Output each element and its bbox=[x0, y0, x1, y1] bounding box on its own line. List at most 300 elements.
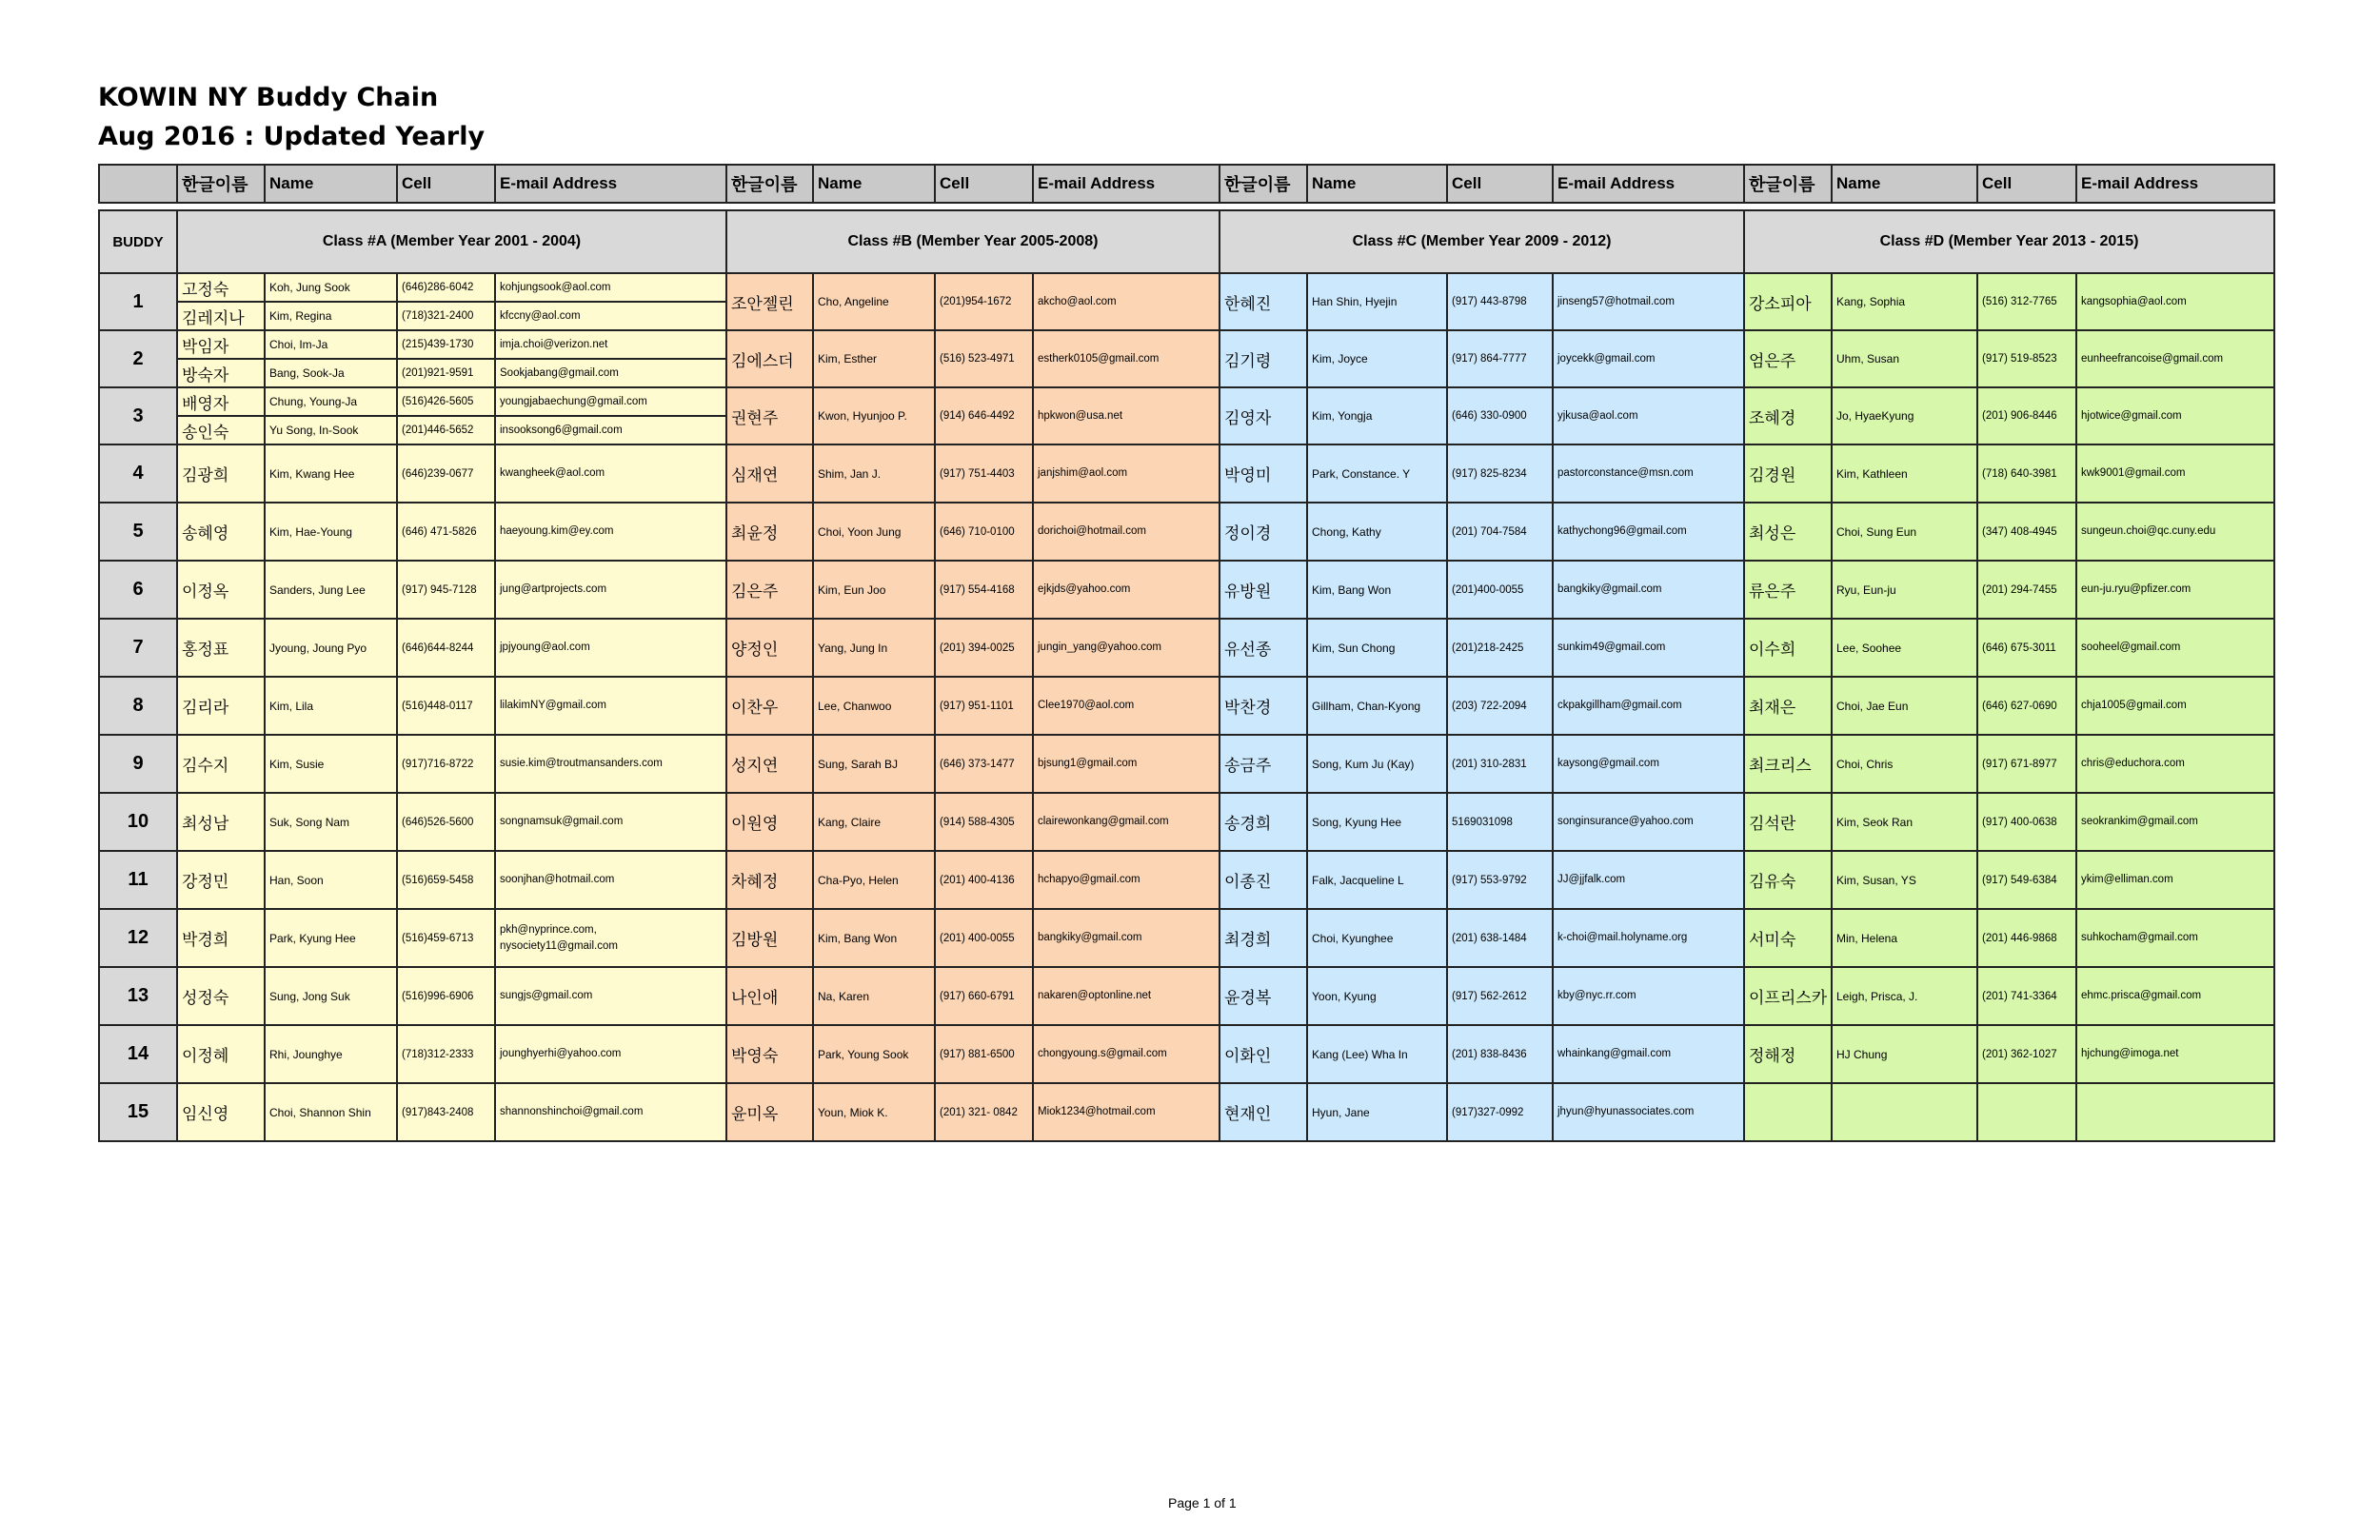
header-name-d: Name bbox=[1832, 165, 1977, 203]
class-a-korean-name: 김광희 bbox=[177, 444, 265, 503]
class-a-name: Kim, Lila bbox=[265, 677, 397, 735]
class-d-korean-name: 조혜경 bbox=[1744, 387, 1832, 444]
class-b-name: Kwon, Hyunjoo P. bbox=[813, 387, 935, 444]
class-c-email: jinseng57@hotmail.com bbox=[1553, 273, 1744, 330]
buddy-number: 10 bbox=[99, 793, 177, 851]
class-d-email: hjotwice@gmail.com bbox=[2076, 387, 2274, 444]
class-a-korean-name: 박임자 bbox=[177, 330, 265, 359]
class-a-korean-name: 배영자 bbox=[177, 387, 265, 416]
header-blank bbox=[99, 165, 177, 203]
class-c-name: Song, Kum Ju (Kay) bbox=[1307, 735, 1447, 793]
class-c-cell: 5169031098 bbox=[1447, 793, 1553, 851]
class-d-email: ykim@elliman.com bbox=[2076, 851, 2274, 909]
header-korean-a: 한글이름 bbox=[177, 165, 265, 203]
class-d-cell: (201) 741-3364 bbox=[1977, 967, 2076, 1025]
class-b-cell: (201) 321- 0842 bbox=[935, 1083, 1033, 1141]
class-b-korean-name: 최윤정 bbox=[726, 503, 813, 561]
class-a-cell: (215)439-1730 bbox=[397, 330, 495, 359]
class-c-email: k-choi@mail.holyname.org bbox=[1553, 909, 1744, 967]
class-a-cell: (917) 945-7128 bbox=[397, 561, 495, 619]
class-b-email: estherk0105@gmail.com bbox=[1033, 330, 1220, 387]
class-a-cell: (516)459-6713 bbox=[397, 909, 495, 967]
class-c-korean-name: 유선종 bbox=[1220, 619, 1307, 677]
class-a-cell: (646) 471-5826 bbox=[397, 503, 495, 561]
class-a-korean-name: 방숙자 bbox=[177, 359, 265, 387]
class-d-email: chja1005@gmail.com bbox=[2076, 677, 2274, 735]
buddy-number: 8 bbox=[99, 677, 177, 735]
class-b-name: Choi, Yoon Jung bbox=[813, 503, 935, 561]
class-d-cell: (917) 671-8977 bbox=[1977, 735, 2076, 793]
buddy-number: 9 bbox=[99, 735, 177, 793]
class-a-email: imja.choi@verizon.net bbox=[495, 330, 726, 359]
class-b-cell: (201) 394-0025 bbox=[935, 619, 1033, 677]
class-a-korean-name: 송인숙 bbox=[177, 416, 265, 444]
class-b-cell: (201) 400-4136 bbox=[935, 851, 1033, 909]
class-a-korean-name: 이정옥 bbox=[177, 561, 265, 619]
class-a-email: kwangheek@aol.com bbox=[495, 444, 726, 503]
class-d-name: HJ Chung bbox=[1832, 1025, 1977, 1083]
class-a-email: soonjhan@hotmail.com bbox=[495, 851, 726, 909]
table-row bbox=[99, 735, 2274, 793]
class-a-korean-name: 강정민 bbox=[177, 851, 265, 909]
class-b-name: Cho, Angeline bbox=[813, 273, 935, 330]
class-a-korean-name: 고정숙 bbox=[177, 273, 265, 302]
class-c-korean-name: 최경희 bbox=[1220, 909, 1307, 967]
class-d-korean-name: 최재은 bbox=[1744, 677, 1832, 735]
class-d-cell: (347) 408-4945 bbox=[1977, 503, 2076, 561]
class-a-name: Bang, Sook-Ja bbox=[265, 359, 397, 387]
class-b-email: janjshim@aol.com bbox=[1033, 444, 1220, 503]
class-c-email: JJ@jjfalk.com bbox=[1553, 851, 1744, 909]
class-a-email: songnamsuk@gmail.com bbox=[495, 793, 726, 851]
header-cell-a: Cell bbox=[397, 165, 495, 203]
class-d-korean-name: 이프리스카 bbox=[1744, 967, 1832, 1025]
buddy-number: 6 bbox=[99, 561, 177, 619]
class-a-name: Kim, Regina bbox=[265, 302, 397, 330]
class-d-cell: (201) 906-8446 bbox=[1977, 387, 2076, 444]
class-b-korean-name: 이찬우 bbox=[726, 677, 813, 735]
class-b-name: Cha-Pyo, Helen bbox=[813, 851, 935, 909]
class-d-email: hjchung@imoga.net bbox=[2076, 1025, 2274, 1083]
class-b-name: Park, Young Sook bbox=[813, 1025, 935, 1083]
class-a-email: kohjungsook@aol.com bbox=[495, 273, 726, 302]
buddy-number: 12 bbox=[99, 909, 177, 967]
class-b-korean-name: 성지연 bbox=[726, 735, 813, 793]
document-title bbox=[98, 78, 485, 156]
header-email-b: E-mail Address bbox=[1033, 165, 1220, 203]
class-c-cell: (201)218-2425 bbox=[1447, 619, 1553, 677]
class-c-korean-name: 이종진 bbox=[1220, 851, 1307, 909]
class-c-email: kby@nyc.rr.com bbox=[1553, 967, 1744, 1025]
class-a-email: kfccny@aol.com bbox=[495, 302, 726, 330]
class-b-korean-name: 나인애 bbox=[726, 967, 813, 1025]
class-d-cell: (917) 549-6384 bbox=[1977, 851, 2076, 909]
class-a-name: Rhi, Jounghye bbox=[265, 1025, 397, 1083]
class-b-name: Lee, Chanwoo bbox=[813, 677, 935, 735]
class-b-korean-name: 차혜정 bbox=[726, 851, 813, 909]
class-d-korean-name: 김경원 bbox=[1744, 444, 1832, 503]
class-d-email: chris@educhora.com bbox=[2076, 735, 2274, 793]
header-name-b: Name bbox=[813, 165, 935, 203]
class-d-cell: (917) 400-0638 bbox=[1977, 793, 2076, 851]
class-c-email: joycekk@gmail.com bbox=[1553, 330, 1744, 387]
class-b-cell: (917) 660-6791 bbox=[935, 967, 1033, 1025]
class-d-name: Kim, Seok Ran bbox=[1832, 793, 1977, 851]
class-b-cell: (914) 588-4305 bbox=[935, 793, 1033, 851]
class-c-name: Han Shin, Hyejin bbox=[1307, 273, 1447, 330]
class-d-cell: (917) 519-8523 bbox=[1977, 330, 2076, 387]
class-b-email: hchapyo@gmail.com bbox=[1033, 851, 1220, 909]
class-a-korean-name: 김레지나 bbox=[177, 302, 265, 330]
class-a-email: shannonshinchoi@gmail.com bbox=[495, 1083, 726, 1141]
class-a-cell: (718)321-2400 bbox=[397, 302, 495, 330]
buddy-number: 4 bbox=[99, 444, 177, 503]
buddy-number: 11 bbox=[99, 851, 177, 909]
class-a-header: Class #A (Member Year 2001 - 2004) bbox=[177, 210, 726, 273]
class-b-korean-name: 김은주 bbox=[726, 561, 813, 619]
class-b-korean-name: 박영숙 bbox=[726, 1025, 813, 1083]
class-c-korean-name: 박영미 bbox=[1220, 444, 1307, 503]
class-c-name: Gillham, Chan-Kyong bbox=[1307, 677, 1447, 735]
class-b-name: Youn, Miok K. bbox=[813, 1083, 935, 1141]
class-d-korean-name: 김석란 bbox=[1744, 793, 1832, 851]
class-d-korean-name: 이수희 bbox=[1744, 619, 1832, 677]
buddy-chain-table bbox=[98, 164, 2275, 1142]
class-c-korean-name: 정이경 bbox=[1220, 503, 1307, 561]
class-a-email-line-2: nysociety11@gmail.com bbox=[500, 939, 618, 952]
class-d-korean-name bbox=[1744, 1083, 1832, 1141]
table-row bbox=[99, 677, 2274, 735]
class-b-korean-name: 권현주 bbox=[726, 387, 813, 444]
class-c-email: kaysong@gmail.com bbox=[1553, 735, 1744, 793]
class-b-name: Kim, Bang Won bbox=[813, 909, 935, 967]
class-c-email: sunkim49@gmail.com bbox=[1553, 619, 1744, 677]
header-korean-b: 한글이름 bbox=[726, 165, 813, 203]
class-a-email: jung@artprojects.com bbox=[495, 561, 726, 619]
class-c-cell: (917) 864-7777 bbox=[1447, 330, 1553, 387]
class-b-cell: (201) 400-0055 bbox=[935, 909, 1033, 967]
class-b-cell: (646) 373-1477 bbox=[935, 735, 1033, 793]
table-row bbox=[99, 444, 2274, 503]
class-a-name: Yu Song, In-Sook bbox=[265, 416, 397, 444]
class-c-email: ckpakgillham@gmail.com bbox=[1553, 677, 1744, 735]
page-footer: Page 1 of 1 bbox=[1168, 1495, 1237, 1510]
class-b-email: Clee1970@aol.com bbox=[1033, 677, 1220, 735]
class-b-name: Sung, Sarah BJ bbox=[813, 735, 935, 793]
table-row bbox=[99, 1083, 2274, 1141]
class-b-header: Class #B (Member Year 2005-2008) bbox=[726, 210, 1220, 273]
class-b-email: Miok1234@hotmail.com bbox=[1033, 1083, 1220, 1141]
header-korean-d: 한글이름 bbox=[1744, 165, 1832, 203]
class-d-header: Class #D (Member Year 2013 - 2015) bbox=[1744, 210, 2274, 273]
class-b-email: chongyoung.s@gmail.com bbox=[1033, 1025, 1220, 1083]
class-c-email: bangkiky@gmail.com bbox=[1553, 561, 1744, 619]
class-b-korean-name: 이원영 bbox=[726, 793, 813, 851]
class-b-korean-name: 조안젤린 bbox=[726, 273, 813, 330]
class-c-name: Chong, Kathy bbox=[1307, 503, 1447, 561]
buddy-number: 7 bbox=[99, 619, 177, 677]
class-d-cell: (718) 640-3981 bbox=[1977, 444, 2076, 503]
class-d-korean-name: 강소피아 bbox=[1744, 273, 1832, 330]
class-a-cell: (516)448-0117 bbox=[397, 677, 495, 735]
class-c-cell: (917) 825-8234 bbox=[1447, 444, 1553, 503]
title-line-1: KOWIN NY Buddy Chain bbox=[98, 83, 439, 112]
class-c-cell: (917) 553-9792 bbox=[1447, 851, 1553, 909]
class-b-cell: (201)954-1672 bbox=[935, 273, 1033, 330]
class-b-name: Kim, Esther bbox=[813, 330, 935, 387]
class-d-name: Lee, Soohee bbox=[1832, 619, 1977, 677]
class-d-email: eun-ju.ryu@pfizer.com bbox=[2076, 561, 2274, 619]
class-c-name: Yoon, Kyung bbox=[1307, 967, 1447, 1025]
class-c-korean-name: 김기령 bbox=[1220, 330, 1307, 387]
class-header-row bbox=[99, 210, 2274, 273]
class-a-email: jpjyoung@aol.com bbox=[495, 619, 726, 677]
class-a-cell: (646)644-8244 bbox=[397, 619, 495, 677]
class-c-korean-name: 송금주 bbox=[1220, 735, 1307, 793]
class-d-name: Kim, Kathleen bbox=[1832, 444, 1977, 503]
class-d-cell: (201) 362-1027 bbox=[1977, 1025, 2076, 1083]
class-a-name: Kim, Susie bbox=[265, 735, 397, 793]
class-b-cell: (914) 646-4492 bbox=[935, 387, 1033, 444]
class-a-cell: (201)446-5652 bbox=[397, 416, 495, 444]
class-a-cell: (516)426-5605 bbox=[397, 387, 495, 416]
class-d-name: Leigh, Prisca, J. bbox=[1832, 967, 1977, 1025]
class-c-cell: (646) 330-0900 bbox=[1447, 387, 1553, 444]
class-a-korean-name: 김수지 bbox=[177, 735, 265, 793]
class-c-cell: (917)327-0992 bbox=[1447, 1083, 1553, 1141]
class-b-name: Shim, Jan J. bbox=[813, 444, 935, 503]
class-c-korean-name: 윤경복 bbox=[1220, 967, 1307, 1025]
class-d-name: Kang, Sophia bbox=[1832, 273, 1977, 330]
title-line-2: Aug 2016 : Updated Yearly bbox=[98, 122, 486, 151]
class-c-email: kathychong96@gmail.com bbox=[1553, 503, 1744, 561]
buddy-number: 5 bbox=[99, 503, 177, 561]
table-row bbox=[99, 619, 2274, 677]
class-d-korean-name: 김유숙 bbox=[1744, 851, 1832, 909]
class-a-email bbox=[495, 909, 726, 967]
class-c-name: Hyun, Jane bbox=[1307, 1083, 1447, 1141]
column-header-row bbox=[99, 165, 2274, 203]
class-c-name: Song, Kyung Hee bbox=[1307, 793, 1447, 851]
class-a-korean-name: 최성남 bbox=[177, 793, 265, 851]
class-c-email: whainkang@gmail.com bbox=[1553, 1025, 1744, 1083]
class-d-cell: (646) 675-3011 bbox=[1977, 619, 2076, 677]
buddy-number: 1 bbox=[99, 273, 177, 330]
class-a-korean-name: 이정혜 bbox=[177, 1025, 265, 1083]
class-c-name: Kim, Bang Won bbox=[1307, 561, 1447, 619]
class-d-korean-name: 최성은 bbox=[1744, 503, 1832, 561]
class-a-email-line-1: pkh@nyprince.com, bbox=[500, 923, 597, 936]
class-b-email: clairewonkang@gmail.com bbox=[1033, 793, 1220, 851]
class-a-name: Chung, Young-Ja bbox=[265, 387, 397, 416]
class-b-email: ejkjds@yahoo.com bbox=[1033, 561, 1220, 619]
class-c-name: Kim, Joyce bbox=[1307, 330, 1447, 387]
class-d-email: eunheefrancoise@gmail.com bbox=[2076, 330, 2274, 387]
class-d-cell bbox=[1977, 1083, 2076, 1141]
class-b-cell: (917) 881-6500 bbox=[935, 1025, 1033, 1083]
header-name-a: Name bbox=[265, 165, 397, 203]
class-d-cell: (646) 627-0690 bbox=[1977, 677, 2076, 735]
class-c-cell: (201) 704-7584 bbox=[1447, 503, 1553, 561]
class-a-name: Choi, Shannon Shin bbox=[265, 1083, 397, 1141]
class-d-korean-name: 류은주 bbox=[1744, 561, 1832, 619]
class-a-cell: (646)286-6042 bbox=[397, 273, 495, 302]
class-c-email: songinsurance@yahoo.com bbox=[1553, 793, 1744, 851]
table-row bbox=[99, 503, 2274, 561]
header-email-c: E-mail Address bbox=[1553, 165, 1744, 203]
class-d-name: Kim, Susan, YS bbox=[1832, 851, 1977, 909]
class-c-name: Kim, Sun Chong bbox=[1307, 619, 1447, 677]
class-a-email: lilakimNY@gmail.com bbox=[495, 677, 726, 735]
header-email-d: E-mail Address bbox=[2076, 165, 2274, 203]
class-c-cell: (203) 722-2094 bbox=[1447, 677, 1553, 735]
class-a-name: Han, Soon bbox=[265, 851, 397, 909]
table-row bbox=[99, 561, 2274, 619]
class-d-email: sungeun.choi@qc.cuny.edu bbox=[2076, 503, 2274, 561]
class-a-cell: (201)921-9591 bbox=[397, 359, 495, 387]
class-a-cell: (646)239-0677 bbox=[397, 444, 495, 503]
class-a-email: Sookjabang@gmail.com bbox=[495, 359, 726, 387]
class-d-cell: (201) 294-7455 bbox=[1977, 561, 2076, 619]
class-a-cell: (516)996-6906 bbox=[397, 967, 495, 1025]
class-d-email: seokrankim@gmail.com bbox=[2076, 793, 2274, 851]
class-a-name: Koh, Jung Sook bbox=[265, 273, 397, 302]
class-a-name: Choi, Im-Ja bbox=[265, 330, 397, 359]
class-a-korean-name: 김리라 bbox=[177, 677, 265, 735]
class-a-cell: (646)526-5600 bbox=[397, 793, 495, 851]
class-a-korean-name: 송혜영 bbox=[177, 503, 265, 561]
class-b-email: bjsung1@gmail.com bbox=[1033, 735, 1220, 793]
table-row bbox=[99, 387, 2274, 416]
class-b-name: Kang, Claire bbox=[813, 793, 935, 851]
header-cell-d: Cell bbox=[1977, 165, 2076, 203]
class-d-cell: (201) 446-9868 bbox=[1977, 909, 2076, 967]
buddy-number: 15 bbox=[99, 1083, 177, 1141]
class-b-korean-name: 심재연 bbox=[726, 444, 813, 503]
class-b-cell: (917) 751-4403 bbox=[935, 444, 1033, 503]
class-d-name: Min, Helena bbox=[1832, 909, 1977, 967]
class-a-cell: (917)716-8722 bbox=[397, 735, 495, 793]
class-a-name: Jyoung, Joung Pyo bbox=[265, 619, 397, 677]
class-c-korean-name: 한혜진 bbox=[1220, 273, 1307, 330]
header-gap bbox=[99, 203, 2274, 210]
class-a-email: jounghyerhi@yahoo.com bbox=[495, 1025, 726, 1083]
class-d-name: Choi, Chris bbox=[1832, 735, 1977, 793]
class-b-email: akcho@aol.com bbox=[1033, 273, 1220, 330]
class-a-email: youngjabaechung@gmail.com bbox=[495, 387, 726, 416]
class-a-name: Sung, Jong Suk bbox=[265, 967, 397, 1025]
class-c-name: Park, Constance. Y bbox=[1307, 444, 1447, 503]
buddy-number: 13 bbox=[99, 967, 177, 1025]
class-a-email: sungjs@gmail.com bbox=[495, 967, 726, 1025]
table-row bbox=[99, 1025, 2274, 1083]
class-a-name: Park, Kyung Hee bbox=[265, 909, 397, 967]
class-b-email: jungin_yang@yahoo.com bbox=[1033, 619, 1220, 677]
class-a-korean-name: 박경희 bbox=[177, 909, 265, 967]
class-c-email: jhyun@hyunassociates.com bbox=[1553, 1083, 1744, 1141]
header-name-c: Name bbox=[1307, 165, 1447, 203]
table-row bbox=[99, 967, 2274, 1025]
class-a-name: Sanders, Jung Lee bbox=[265, 561, 397, 619]
class-c-name: Kim, Yongja bbox=[1307, 387, 1447, 444]
class-a-name: Suk, Song Nam bbox=[265, 793, 397, 851]
class-b-email: dorichoi@hotmail.com bbox=[1033, 503, 1220, 561]
buddy-number: 14 bbox=[99, 1025, 177, 1083]
class-b-name: Yang, Jung In bbox=[813, 619, 935, 677]
class-b-email: bangkiky@gmail.com bbox=[1033, 909, 1220, 967]
class-a-korean-name: 성정숙 bbox=[177, 967, 265, 1025]
class-c-header: Class #C (Member Year 2009 - 2012) bbox=[1220, 210, 1744, 273]
class-c-cell: (917) 562-2612 bbox=[1447, 967, 1553, 1025]
class-b-cell: (917) 951-1101 bbox=[935, 677, 1033, 735]
class-d-name: Ryu, Eun-ju bbox=[1832, 561, 1977, 619]
class-a-korean-name: 임신영 bbox=[177, 1083, 265, 1141]
table-row bbox=[99, 330, 2274, 359]
class-b-korean-name: 김에스더 bbox=[726, 330, 813, 387]
class-b-name: Na, Karen bbox=[813, 967, 935, 1025]
class-c-name: Falk, Jacqueline L bbox=[1307, 851, 1447, 909]
class-c-cell: (201) 310-2831 bbox=[1447, 735, 1553, 793]
class-a-cell: (718)312-2333 bbox=[397, 1025, 495, 1083]
class-c-cell: (201) 838-8436 bbox=[1447, 1025, 1553, 1083]
class-d-name: Choi, Jae Eun bbox=[1832, 677, 1977, 735]
class-b-email: hpkwon@usa.net bbox=[1033, 387, 1220, 444]
class-a-korean-name: 홍정표 bbox=[177, 619, 265, 677]
buddy-label: BUDDY bbox=[99, 210, 177, 273]
class-c-cell: (917) 443-8798 bbox=[1447, 273, 1553, 330]
class-d-name: Uhm, Susan bbox=[1832, 330, 1977, 387]
class-c-korean-name: 김영자 bbox=[1220, 387, 1307, 444]
class-d-email: suhkocham@gmail.com bbox=[2076, 909, 2274, 967]
class-b-cell: (646) 710-0100 bbox=[935, 503, 1033, 561]
class-c-name: Choi, Kyunghee bbox=[1307, 909, 1447, 967]
header-cell-c: Cell bbox=[1447, 165, 1553, 203]
class-d-korean-name: 정해정 bbox=[1744, 1025, 1832, 1083]
class-c-name: Kang (Lee) Wha In bbox=[1307, 1025, 1447, 1083]
class-d-korean-name: 최크리스 bbox=[1744, 735, 1832, 793]
class-d-email: sooheel@gmail.com bbox=[2076, 619, 2274, 677]
buddy-number: 2 bbox=[99, 330, 177, 387]
header-cell-b: Cell bbox=[935, 165, 1033, 203]
class-c-korean-name: 이화인 bbox=[1220, 1025, 1307, 1083]
class-d-email: ehmc.prisca@gmail.com bbox=[2076, 967, 2274, 1025]
class-a-name: Kim, Hae-Young bbox=[265, 503, 397, 561]
class-a-email: susie.kim@troutmansanders.com bbox=[495, 735, 726, 793]
class-c-email: yjkusa@aol.com bbox=[1553, 387, 1744, 444]
class-b-name: Kim, Eun Joo bbox=[813, 561, 935, 619]
class-d-name: Jo, HyaeKyung bbox=[1832, 387, 1977, 444]
class-b-cell: (516) 523-4971 bbox=[935, 330, 1033, 387]
table-row bbox=[99, 909, 2274, 967]
buddy-number: 3 bbox=[99, 387, 177, 444]
class-c-email: pastorconstance@msn.com bbox=[1553, 444, 1744, 503]
class-a-cell: (516)659-5458 bbox=[397, 851, 495, 909]
table-row bbox=[99, 851, 2274, 909]
header-korean-c: 한글이름 bbox=[1220, 165, 1307, 203]
class-d-korean-name: 엄은주 bbox=[1744, 330, 1832, 387]
class-c-korean-name: 송경희 bbox=[1220, 793, 1307, 851]
table-row bbox=[99, 273, 2274, 302]
class-d-korean-name: 서미숙 bbox=[1744, 909, 1832, 967]
class-b-korean-name: 양정인 bbox=[726, 619, 813, 677]
class-c-korean-name: 유방원 bbox=[1220, 561, 1307, 619]
class-a-name: Kim, Kwang Hee bbox=[265, 444, 397, 503]
class-d-name bbox=[1832, 1083, 1977, 1141]
class-c-korean-name: 박찬경 bbox=[1220, 677, 1307, 735]
class-d-cell: (516) 312-7765 bbox=[1977, 273, 2076, 330]
class-a-cell: (917)843-2408 bbox=[397, 1083, 495, 1141]
class-d-email: kwk9001@gmail.com bbox=[2076, 444, 2274, 503]
